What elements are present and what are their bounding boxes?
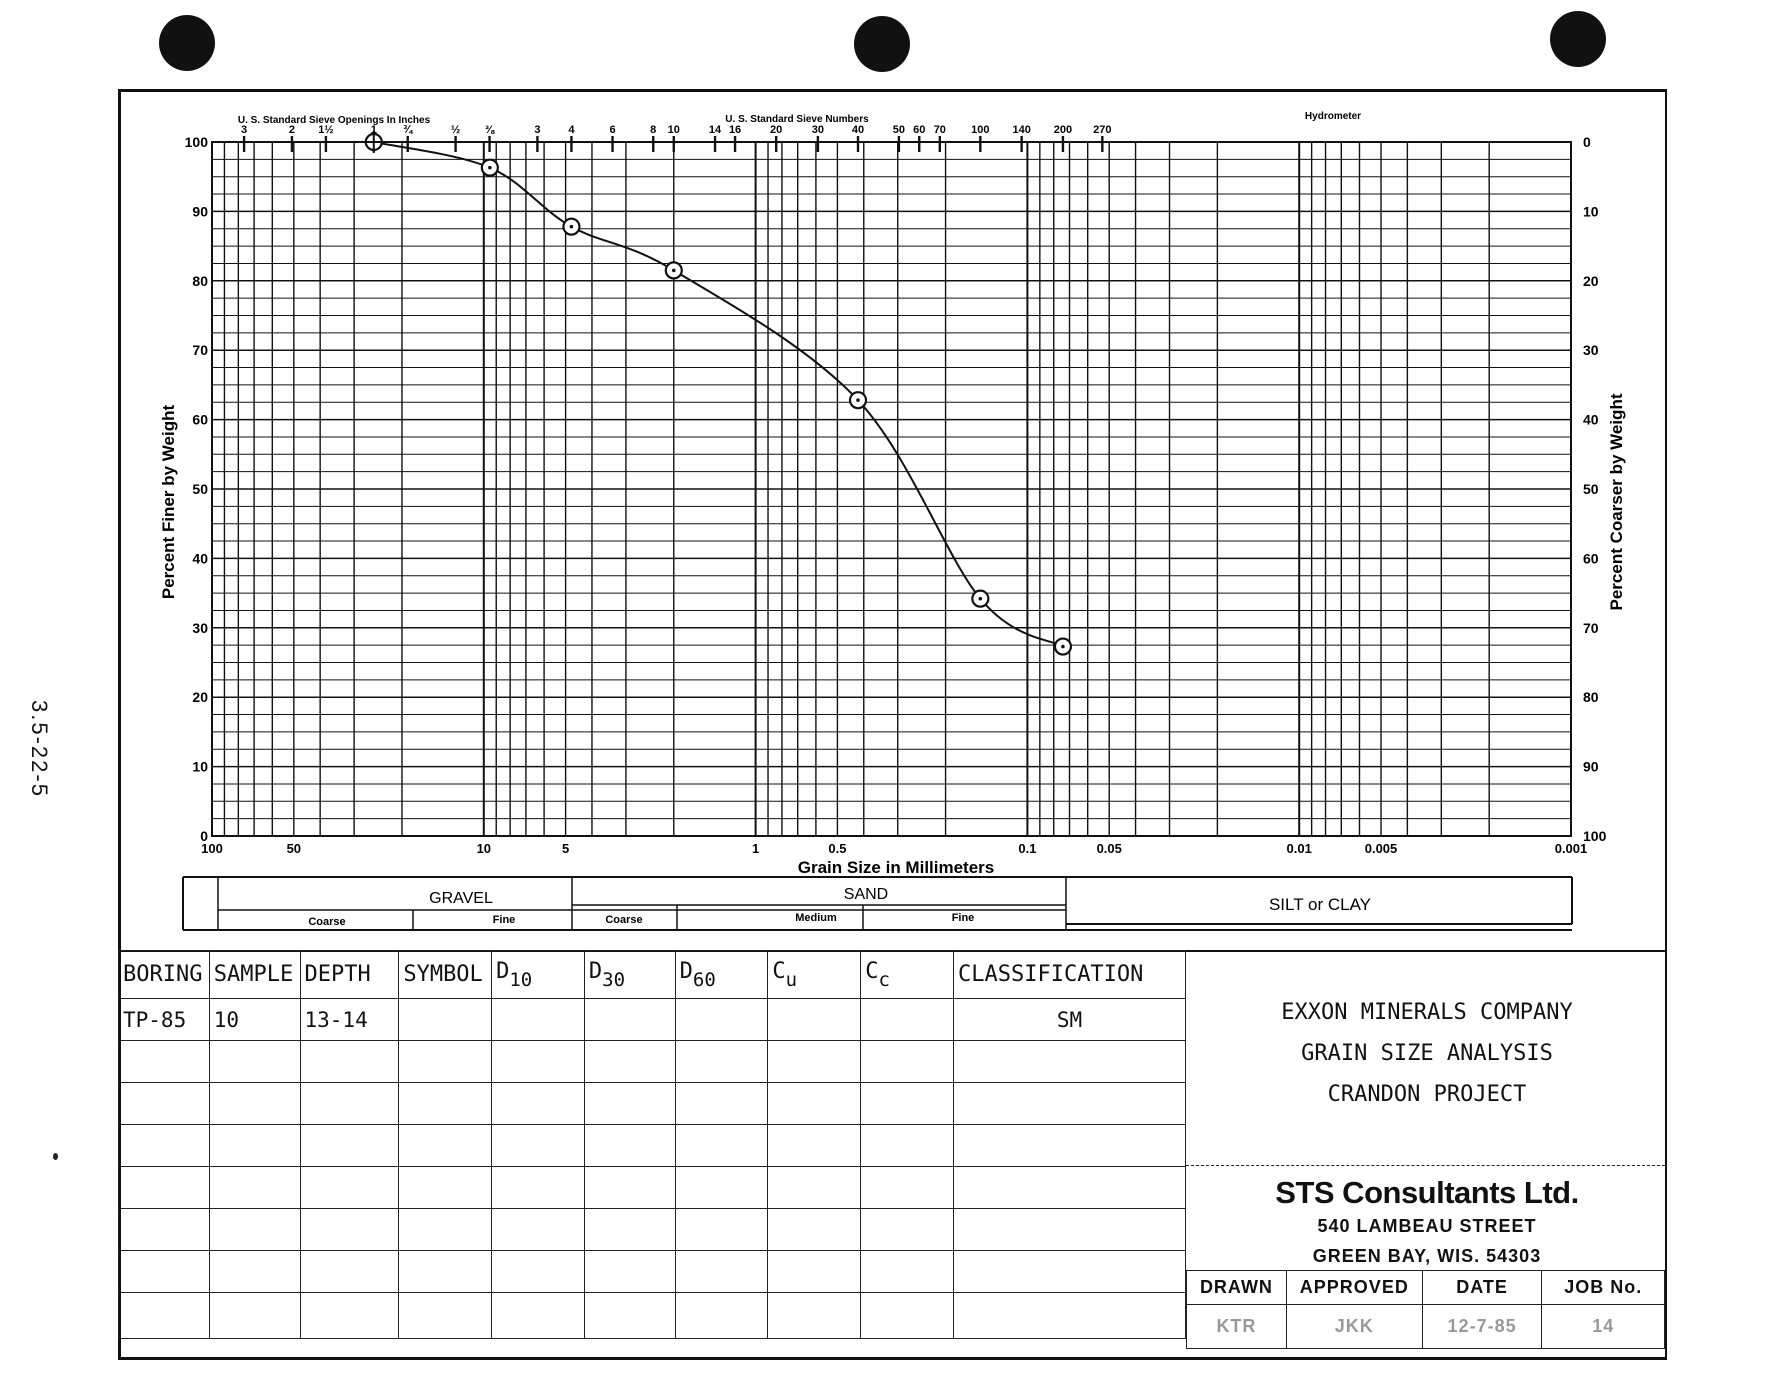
x-tick-label: 0.005 <box>1364 841 1398 856</box>
date-label: DATE <box>1422 1271 1542 1305</box>
drawn-value: KTR <box>1187 1305 1287 1349</box>
sieve-tick-label: 200 <box>1053 124 1073 136</box>
sieve-tick-label: 8 <box>650 124 657 136</box>
band-sand-medium: Medium <box>795 912 837 924</box>
data-point-center <box>672 269 676 273</box>
sieve-tick-label: 70 <box>933 124 946 136</box>
consultant-street: 540 LAMBEAU STREET <box>1317 1216 1537 1236</box>
y-tick-label-right: 40 <box>1583 411 1599 428</box>
col-d60: D60 <box>675 951 768 999</box>
job-number-label: JOB No. <box>1542 1271 1665 1305</box>
col-cc: Cc <box>861 951 954 999</box>
col-classification: CLASSIFICATION <box>953 951 1185 999</box>
data-point-center <box>1061 645 1065 649</box>
cell-depth: 13-14 <box>300 999 399 1041</box>
sieve-tick-label: 4 <box>568 124 575 136</box>
chart-grid <box>212 142 1571 836</box>
band-silt-clay: SILT or CLAY <box>1268 895 1372 914</box>
punch-hole-center <box>854 16 910 72</box>
y-tick-label: 90 <box>192 203 208 220</box>
page-code: 3.5-22-5 <box>27 700 52 798</box>
y-tick-label-right: 90 <box>1583 758 1599 775</box>
cell-sample: 10 <box>209 999 300 1041</box>
job-number-value: 14 <box>1542 1305 1665 1349</box>
band-gravel: GRAVEL <box>429 890 493 907</box>
cell-symbol <box>399 999 492 1041</box>
table-row-empty <box>119 1293 1186 1339</box>
date-value: 12-7-85 <box>1422 1305 1542 1349</box>
data-point-center <box>488 166 492 170</box>
sieve-tick-label: 16 <box>728 124 742 136</box>
speck <box>53 1153 58 1160</box>
top-title-inches: U. S. Standard Sieve Openings In Inches <box>237 115 431 126</box>
data-point-center <box>570 225 574 229</box>
chart-axes <box>212 136 1571 836</box>
y-tick-label: 30 <box>192 619 208 636</box>
table-row <box>119 999 1186 1041</box>
punch-hole-right <box>1550 11 1606 67</box>
col-boring: BORING <box>119 951 210 999</box>
sieve-tick-label: 40 <box>851 124 865 136</box>
consultant-city: GREEN BAY, WIS. 54303 <box>1312 1246 1542 1266</box>
x-tick-label: 0.01 <box>1286 841 1312 856</box>
sieve-tick-label: 3 <box>534 124 541 136</box>
y-tick-label-right: 100 <box>1583 828 1607 844</box>
y-tick-label: 0 <box>200 828 208 844</box>
y-axis-title: Percent Finer by Weight <box>159 404 178 600</box>
y-tick-label-right: 10 <box>1583 203 1599 220</box>
y-tick-label: 50 <box>192 481 208 497</box>
title-block-project <box>1189 992 1665 1115</box>
band-gravel-fine: Fine <box>492 914 516 926</box>
y-tick-label-right: 80 <box>1583 689 1599 706</box>
grain-size-chart <box>121 92 1665 952</box>
y-tick-label-right: 20 <box>1583 272 1599 289</box>
y-tick-label-right: 70 <box>1583 619 1599 636</box>
table-row-empty <box>119 1251 1186 1293</box>
sieve-tick-label: 14 <box>708 124 722 136</box>
y-tick-label-right: 0 <box>1583 134 1591 150</box>
y-tick-label: 100 <box>184 134 208 150</box>
col-sample: SAMPLE <box>209 951 300 999</box>
table-row-empty <box>119 1167 1186 1209</box>
chart-labels <box>185 124 1607 856</box>
gradation-line <box>374 142 1063 647</box>
sieve-tick-label: 1 <box>370 124 377 136</box>
sieve-tick-label: 3 <box>241 124 248 136</box>
punch-hole-left <box>159 15 215 71</box>
x-tick-label: 1 <box>751 841 760 856</box>
y-tick-label-right: 50 <box>1583 481 1599 497</box>
table-row-empty <box>119 1083 1186 1125</box>
x-axis-title: Grain Size in Millimeters <box>797 858 995 877</box>
y-tick-label: 70 <box>192 342 208 359</box>
band-sand-coarse: Coarse <box>605 914 643 926</box>
x-tick-label: 0.05 <box>1096 841 1122 856</box>
top-title-hydrometer: Hydrometer <box>1304 111 1362 122</box>
y-tick-label-right: 30 <box>1583 342 1599 359</box>
sieve-tick-label: 270 <box>1093 124 1112 136</box>
signature-block <box>1186 1270 1665 1349</box>
sieve-tick-label: ¾ <box>403 124 413 136</box>
y-tick-label-right: 60 <box>1583 550 1599 567</box>
sieve-tick-label: 140 <box>1012 124 1031 136</box>
table-row-empty <box>119 1125 1186 1167</box>
y-tick-label: 10 <box>192 758 208 775</box>
col-cu: Cu <box>768 951 861 999</box>
table-row-empty <box>119 1209 1186 1251</box>
cell-classification: SM <box>953 999 1185 1041</box>
drawn-label: DRAWN <box>1187 1271 1287 1305</box>
company-name: EXXON MINERALS COMPANY <box>1281 1000 1573 1025</box>
consultant-block <box>1189 1175 1665 1271</box>
consultant-name: STS Consultants Ltd. <box>1275 1175 1579 1210</box>
band-sand: SAND <box>843 886 889 903</box>
sieve-tick-label: 1½ <box>318 124 334 136</box>
y-tick-label: 60 <box>192 411 208 428</box>
x-tick-label: 5 <box>562 841 570 856</box>
x-tick-label: 10 <box>476 841 492 856</box>
analysis-name: GRAIN SIZE ANALYSIS <box>1301 1041 1553 1066</box>
results-table <box>118 950 1186 1339</box>
approved-label: APPROVED <box>1286 1271 1422 1305</box>
x-tick-label: 100 <box>201 841 223 856</box>
sieve-tick-label: 6 <box>609 124 616 136</box>
x-tick-label: 0.5 <box>828 841 847 856</box>
y-tick-label: 80 <box>192 272 208 289</box>
sieve-tick-label: 20 <box>770 124 783 136</box>
band-gravel-coarse: Coarse <box>308 916 346 928</box>
y-axis-title-right: Percent Coarser by Weight <box>1607 393 1626 611</box>
col-symbol: SYMBOL <box>399 951 492 999</box>
cell-boring: TP-85 <box>119 999 210 1041</box>
data-point-center <box>979 597 983 601</box>
sieve-tick-label: 100 <box>971 124 990 136</box>
sieve-tick-label: ⅜ <box>484 124 495 136</box>
x-tick-label: 0.001 <box>1554 841 1588 856</box>
table-row-empty <box>119 1041 1186 1083</box>
soil-classification-band <box>183 877 1572 930</box>
title-block-divider <box>1186 1165 1665 1166</box>
x-tick-label: 50 <box>286 841 302 856</box>
data-point-center <box>856 398 860 402</box>
sieve-tick-label: ½ <box>450 124 461 136</box>
col-d10: D10 <box>492 951 585 999</box>
y-tick-label: 20 <box>192 689 208 706</box>
sieve-tick-label: 50 <box>892 124 906 136</box>
grain-size-sheet <box>118 89 1667 1360</box>
sieve-tick-label: 2 <box>288 124 296 136</box>
col-depth: DEPTH <box>300 951 399 999</box>
approved-value: JKK <box>1286 1305 1422 1349</box>
project-name: CRANDON PROJECT <box>1327 1082 1527 1107</box>
sieve-tick-label: 60 <box>913 124 926 136</box>
y-tick-label: 40 <box>192 550 208 567</box>
sieve-tick-label: 10 <box>667 124 680 136</box>
top-title-sieve-numbers: U. S. Standard Sieve Numbers <box>725 114 869 125</box>
col-d30: D30 <box>584 951 675 999</box>
sieve-tick-label: 30 <box>811 124 825 136</box>
band-sand-fine: Fine <box>951 912 975 924</box>
x-tick-label: 0.1 <box>1018 841 1037 856</box>
